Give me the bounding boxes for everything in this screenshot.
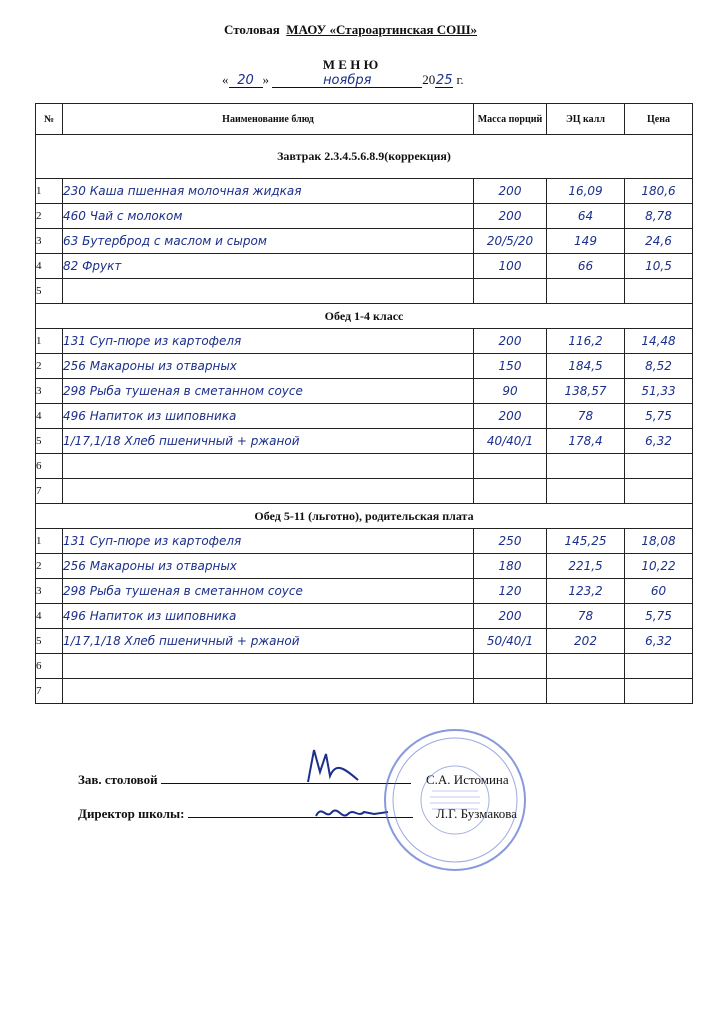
cell-mass: 180 [474,554,547,579]
dish-name: 496 Напиток из шиповника [63,604,474,629]
row-number: 1 [36,529,63,554]
cell-energy: 66 [547,254,625,279]
cell-energy [547,454,625,479]
dish-name: 460 Чай с молоком [63,204,474,229]
table-row [36,404,693,429]
cell-price: 60 [625,579,693,604]
cell-mass [474,454,547,479]
document-title [0,22,701,38]
table-row [36,429,693,454]
menu-title: М Е Н Ю [322,57,379,72]
school-stamp [380,725,530,875]
cell-energy: 16,09 [547,179,625,204]
cell-mass: 200 [474,329,547,354]
cell-price [625,654,693,679]
dish-name: 230 Каша пшенная молочная жидкая [63,179,474,204]
cell-mass: 200 [474,604,547,629]
table-row [36,279,693,304]
section-header [36,135,693,179]
table-row [36,579,693,604]
cell-price [625,279,693,304]
date-day: 20 [229,74,263,88]
dish-name: 1/17,1/18 Хлеб пшеничный + ржаной [63,629,474,654]
cell-mass [474,279,547,304]
row-number: 6 [36,454,63,479]
row-number: 4 [36,404,63,429]
cell-price: 8,52 [625,354,693,379]
year-unit: г. [456,72,464,87]
cell-price: 14,48 [625,329,693,354]
dish-name: 298 Рыба тушеная в сметанном соусе [63,579,474,604]
head-label: Зав. столовой [78,772,158,787]
cell-energy: 78 [547,404,625,429]
section-header [36,304,693,329]
table-row [36,654,693,679]
section-title: Завтрак 2.3.4.5.6.8.9(коррекция) [36,135,693,179]
dish-name: 496 Напиток из шиповника [63,404,474,429]
cell-energy: 145,25 [547,529,625,554]
row-number: 2 [36,204,63,229]
cell-price: 51,33 [625,379,693,404]
row-number: 1 [36,179,63,204]
row-number: 3 [36,379,63,404]
cell-mass: 200 [474,179,547,204]
table-row [36,354,693,379]
cell-mass: 100 [474,254,547,279]
dish-name: 256 Макароны из отварных [63,554,474,579]
cell-price [625,679,693,704]
row-number: 5 [36,429,63,454]
dish-name: 1/17,1/18 Хлеб пшеничный + ржаной [63,429,474,454]
cell-mass [474,679,547,704]
cell-mass: 40/40/1 [474,429,547,454]
cell-energy: 138,57 [547,379,625,404]
row-number: 1 [36,329,63,354]
director-label: Директор школы: [78,806,185,821]
section-header [36,504,693,529]
cell-energy [547,679,625,704]
dish-name [63,479,474,504]
cell-energy [547,654,625,679]
cell-price: 180,6 [625,179,693,204]
table-row [36,179,693,204]
cell-energy: 221,5 [547,554,625,579]
date-month: ноября [272,74,422,88]
cell-price: 5,75 [625,404,693,429]
col-price: Цена [625,104,693,135]
school-name: МАОУ «Староартинская СОШ» [286,22,478,37]
table-row [36,329,693,354]
row-number: 5 [36,279,63,304]
cell-price: 6,32 [625,629,693,654]
cell-price: 8,78 [625,204,693,229]
row-number: 6 [36,654,63,679]
cell-energy [547,279,625,304]
table-row [36,679,693,704]
menu-table [35,103,693,704]
row-number: 3 [36,579,63,604]
cell-price [625,479,693,504]
cell-energy: 149 [547,229,625,254]
row-number: 4 [36,604,63,629]
table-row [36,479,693,504]
table-row [36,254,693,279]
dish-name: 63 Бутерброд с маслом и сыром [63,229,474,254]
dish-name [63,454,474,479]
table-row [36,454,693,479]
cell-mass [474,479,547,504]
cell-price: 5,75 [625,604,693,629]
dish-name [63,679,474,704]
cell-mass: 200 [474,204,547,229]
table-row [36,379,693,404]
cell-energy: 78 [547,604,625,629]
cell-energy: 116,2 [547,329,625,354]
dish-name [63,654,474,679]
cell-energy: 184,5 [547,354,625,379]
dish-name: 131 Суп-пюре из картофеля [63,529,474,554]
section-title: Обед 1-4 класс [36,304,693,329]
head-name: С.А. Истомина [426,772,509,787]
cell-price: 18,08 [625,529,693,554]
cell-energy: 123,2 [547,579,625,604]
col-dish: Наименование блюд [63,104,474,135]
head-signature [300,742,370,787]
dish-name: 298 Рыба тушеная в сметанном соусе [63,379,474,404]
row-number: 2 [36,554,63,579]
table-row [36,629,693,654]
cell-mass [474,654,547,679]
cell-price: 10,5 [625,254,693,279]
cell-energy: 202 [547,629,625,654]
cell-mass: 20/5/20 [474,229,547,254]
col-mass: Масса порций [474,104,547,135]
table-row [36,204,693,229]
table-row [36,229,693,254]
cell-mass: 120 [474,579,547,604]
dish-name: 82 Фрукт [63,254,474,279]
cell-energy: 178,4 [547,429,625,454]
col-num: № [36,104,63,135]
cell-price: 24,6 [625,229,693,254]
table-row [36,604,693,629]
cell-mass: 50/40/1 [474,629,547,654]
menu-date: « 20 » ноября 2025 г. [222,72,464,88]
cell-mass: 150 [474,354,547,379]
year-suffix: 25 [435,73,453,88]
col-energy: ЭЦ калл [547,104,625,135]
table-header-row [36,104,693,135]
cell-mass: 250 [474,529,547,554]
row-number: 3 [36,229,63,254]
dish-name: 256 Макароны из отварных [63,354,474,379]
cell-mass: 200 [474,404,547,429]
director-name: Л.Г. Бузмакова [436,806,518,821]
row-number: 7 [36,679,63,704]
dish-name: 131 Суп-пюре из картофеля [63,329,474,354]
table-row [36,529,693,554]
row-number: 4 [36,254,63,279]
year-prefix: 20 [422,72,436,87]
cell-energy: 64 [547,204,625,229]
row-number: 5 [36,629,63,654]
dish-name [63,279,474,304]
row-number: 7 [36,479,63,504]
cell-mass: 90 [474,379,547,404]
cell-price: 10,22 [625,554,693,579]
cell-price [625,454,693,479]
section-title: Обед 5-11 (льготно), родительская плата [36,504,693,529]
cell-price: 6,32 [625,429,693,454]
canteen-label: Столовая [223,22,280,37]
table-row [36,554,693,579]
cell-energy [547,479,625,504]
row-number: 2 [36,354,63,379]
